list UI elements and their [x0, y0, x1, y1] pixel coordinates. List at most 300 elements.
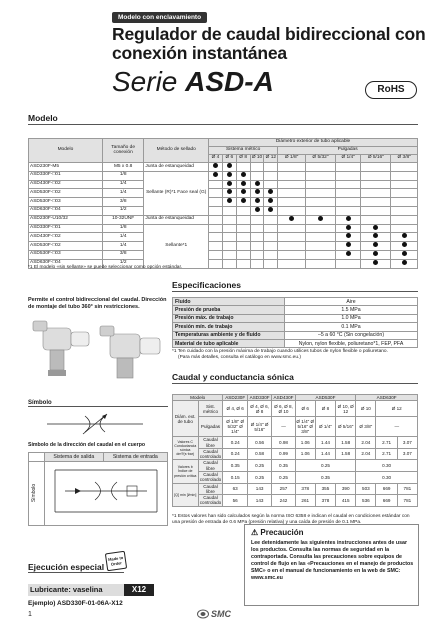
compat-cell — [391, 171, 418, 180]
c-ctrl-val: 0.24 — [223, 448, 247, 460]
model-footnote: *1 El modelo «sin sellante» se puede seleccionar como opción estándar. — [28, 265, 183, 270]
inch-val: Ø 1/8" Ø 5/32" Ø 1/4" — [223, 417, 247, 437]
compat-cell — [222, 198, 236, 207]
group-c: Valores C Conductancia sónica dm³/(s·bar) — [173, 437, 199, 460]
compat-cell — [236, 180, 250, 189]
precaution-text: Lee detenidamente las siguientes instrucciones antes de usar los productos. Consulta las normas de seguridad en la contraportada. Consulta las precauciones sobre equipos de control de flujo en las «Precauciones en el manejo de productos SMC» o en el manual de funcionamiento en la web de SMC: www.smc.eu — [251, 540, 414, 581]
compat-cell — [361, 233, 391, 242]
model-code: ASD530F-□02 — [29, 189, 103, 198]
compat-cell — [264, 233, 278, 242]
b-ctrl-val: 0.15 — [223, 471, 247, 483]
c-free-val: 2.04 — [356, 437, 376, 449]
compat-cell — [361, 259, 391, 268]
q-free-val: 781 — [397, 483, 417, 495]
inch-val: — — [272, 417, 295, 437]
compat-cell — [264, 250, 278, 259]
compat-cell — [222, 163, 236, 172]
model-row — [29, 233, 418, 242]
metric-size: Ø 8 — [236, 155, 250, 163]
compat-dot — [268, 198, 273, 203]
group-b: Valores b Índice de presión crítica — [173, 460, 199, 483]
spec-label: Presión mín. de trabajo — [173, 323, 285, 331]
compat-cell — [305, 250, 335, 259]
b-ctrl-val: 0.25 — [247, 471, 271, 483]
group-q: [Q] min [l/min] — [173, 483, 199, 506]
flow-note: *1 Estos valores han sido calculados según la norma ISO 6358 e indican el caudal en condiciones estándar con una presión de entrada de 0.6 MPa (presión relativa) y una caída de presión de 0.1 MPa. — [172, 514, 410, 525]
model-row — [29, 189, 418, 198]
compat-cell — [250, 215, 264, 224]
compat-cell — [335, 198, 360, 207]
compat-cell — [209, 215, 223, 224]
compat-cell — [361, 171, 391, 180]
series-word: Serie — [112, 66, 178, 97]
compat-cell — [264, 215, 278, 224]
compat-dot — [318, 216, 323, 221]
conn-size: M5 x 0.8 — [102, 163, 144, 172]
compat-cell — [305, 242, 335, 251]
symbol-heading-text: Símbolo — [28, 400, 52, 406]
q-ctrl-val: 242 — [272, 495, 295, 507]
model-code: ASD530F-□03 — [29, 250, 103, 259]
compat-dot — [227, 163, 232, 168]
compat-cell — [391, 233, 418, 242]
conn-size: 3/8 — [102, 250, 144, 259]
conn-size: 1/4 — [102, 180, 144, 189]
symbol-vertical-label: Símbolo — [31, 483, 38, 503]
compat-cell — [236, 250, 250, 259]
c-free-label: Caudal libre — [198, 437, 223, 449]
compat-cell — [391, 250, 418, 259]
conn-size: 10-32UNF — [102, 215, 144, 224]
compat-cell — [222, 206, 236, 215]
compat-cell — [250, 163, 264, 172]
smc-logo-mark-icon — [197, 609, 209, 619]
spec-value: 1.0 MPa — [285, 314, 418, 322]
q-free-val: 390 — [336, 483, 356, 495]
flow-section-heading — [172, 372, 418, 384]
compat-cell — [222, 233, 236, 242]
c-free-val: 0.24 — [223, 437, 247, 449]
metric-size: Ø 10 — [250, 155, 264, 163]
inch-size: Ø 5/32" — [305, 155, 335, 163]
c-ctrl-label: Caudal controlado — [199, 448, 222, 460]
compat-dot — [268, 207, 273, 212]
compat-cell — [361, 250, 391, 259]
c-free-val: 2.71 — [376, 437, 397, 449]
conn-size: 1/4 — [102, 233, 144, 242]
inch-size: Ø 1/8" — [278, 155, 306, 163]
precaution-heading-text: Precaución — [260, 528, 304, 537]
inch-val: Ø 1/4" — [315, 417, 335, 437]
compat-dot — [255, 181, 260, 186]
flow-model: ASD530F — [295, 395, 356, 401]
flow-model: ASD230F — [223, 395, 247, 401]
compat-cell — [250, 250, 264, 259]
compat-cell — [391, 198, 418, 207]
q-ctrl-val: 56 — [223, 495, 247, 507]
compat-dot — [373, 225, 378, 230]
compat-cell — [209, 250, 223, 259]
compat-cell — [222, 259, 236, 268]
model-heading-text: Modelo — [28, 113, 58, 123]
q-free-label: Caudal libre — [198, 483, 223, 495]
product-photo — [28, 316, 168, 390]
model-code: ASD630F-□04 — [29, 259, 103, 268]
symbol-dir-caption: Símbolo de la dirección del caudal en el cuerpo — [28, 442, 146, 448]
compat-cell — [222, 180, 236, 189]
flow-row-inch: Pulgadas — [198, 417, 223, 437]
model-code: ASD530F-□02 — [29, 242, 103, 251]
rohs-logo: RoHS — [365, 81, 417, 99]
compat-cell — [335, 163, 360, 172]
metric-val: Ø 4, Ø 6, Ø 8 — [247, 401, 271, 417]
q-ctrl-val: 669 — [376, 495, 397, 507]
compat-cell — [335, 215, 360, 224]
model-table — [28, 138, 418, 269]
compat-cell — [236, 198, 250, 207]
model-row — [29, 206, 418, 215]
model-code: ASD630F-□04 — [29, 206, 103, 215]
c-ctrl-val: 2.04 — [356, 448, 376, 460]
compat-dot — [373, 233, 378, 238]
compat-cell — [236, 163, 250, 172]
metric-size: Ø 6 — [222, 155, 236, 163]
metric-val: Ø 10, Ø 12 — [336, 401, 356, 417]
conn-size: 1/2 — [102, 259, 144, 268]
compat-cell — [236, 233, 250, 242]
compat-cell — [209, 259, 223, 268]
compat-cell — [236, 215, 250, 224]
inch-val: Ø 1/4" Ø 5/16" Ø 3/8" — [295, 417, 315, 437]
c-ctrl-val: 0.58 — [247, 448, 271, 460]
compat-cell — [236, 259, 250, 268]
compat-cell — [209, 163, 223, 172]
compat-dot — [227, 172, 232, 177]
compat-cell — [209, 198, 223, 207]
compat-cell — [335, 180, 360, 189]
compat-cell — [222, 224, 236, 233]
compat-cell — [250, 259, 264, 268]
compat-dot — [227, 189, 232, 194]
col-method: Método de sellado — [144, 139, 209, 163]
compat-cell — [278, 242, 306, 251]
compat-cell — [250, 180, 264, 189]
b-ctrl-label: Caudal controlado — [199, 471, 222, 483]
b-free-val: 0.25 — [295, 460, 356, 472]
metric-val: Ø 12 — [376, 401, 418, 417]
enclavamiento-badge: Modelo con enclavamiento — [112, 12, 207, 23]
q-free-val: 503 — [356, 483, 376, 495]
b-free-val: 0.30 — [356, 460, 418, 472]
spec-note-1: *1 Ten cuidado con la presión máxima de trabajo cuando utilices tubos de nylon flexible o poliuretano. — [172, 349, 388, 354]
compat-cell — [361, 215, 391, 224]
compat-cell — [222, 250, 236, 259]
compat-cell — [305, 206, 335, 215]
spec-row — [173, 323, 418, 331]
compat-cell — [278, 259, 306, 268]
compat-cell — [250, 206, 264, 215]
compat-cell — [361, 189, 391, 198]
seal-gasket: Junta de estanqueidad — [144, 215, 209, 224]
compat-dot — [241, 181, 246, 186]
q-ctrl-label: Caudal controlado — [199, 495, 222, 506]
compat-cell — [209, 189, 223, 198]
direction-table — [28, 452, 168, 526]
lubricant-label: Lubricante: vaselina — [28, 584, 124, 596]
compat-cell — [305, 163, 335, 172]
q-ctrl-val: 378 — [315, 495, 335, 507]
spec-row — [173, 298, 418, 306]
compat-dot — [373, 251, 378, 256]
compat-cell — [391, 242, 418, 251]
flow-col-model: Modelo — [173, 395, 223, 401]
compat-cell — [209, 224, 223, 233]
compat-dot — [346, 225, 351, 230]
inch-val: Ø 5/16" — [336, 417, 356, 437]
model-code: ASD230F-M5 — [29, 163, 103, 172]
conn-size: 1/8 — [102, 224, 144, 233]
compat-cell — [236, 189, 250, 198]
seal-npt: Sellante*1 — [144, 224, 209, 268]
compat-cell — [335, 171, 360, 180]
compat-cell — [236, 171, 250, 180]
conn-size: 1/8 — [102, 171, 144, 180]
compat-cell — [335, 259, 360, 268]
compat-cell — [391, 259, 418, 268]
flow-model: ASD330F — [247, 395, 271, 401]
product-caption: Permite el control bidireccional del caudal. Dirección de montaje del tubo 360° sin restricciones. — [28, 297, 167, 310]
c-ctrl-val: 3.07 — [397, 448, 417, 460]
inch-size: Ø 1/4" — [335, 155, 360, 163]
flow-model: ASD630F — [356, 395, 418, 401]
compat-cell — [278, 224, 306, 233]
compat-cell — [250, 198, 264, 207]
smc-logo-text: SMC — [211, 609, 231, 619]
compat-cell — [236, 224, 250, 233]
c-ctrl-val: 2.71 — [376, 448, 397, 460]
compat-cell — [278, 163, 306, 172]
compat-dot — [255, 207, 260, 212]
compat-cell — [335, 242, 360, 251]
spec-label: Fluido — [173, 298, 285, 306]
spec-value: Aire — [285, 298, 418, 306]
smc-logo — [197, 609, 231, 619]
compat-cell — [305, 259, 335, 268]
compat-cell — [391, 206, 418, 215]
model-code: ASD530F-□03 — [29, 198, 103, 207]
compat-cell — [335, 233, 360, 242]
title-line-2: conexión instantánea — [112, 43, 287, 63]
q-ctrl-val: 781 — [397, 495, 417, 507]
series-code: ASD-A — [185, 66, 274, 97]
flow-table — [172, 394, 418, 507]
spec-label: Presión máx. de trabajo — [173, 314, 285, 322]
compat-cell — [335, 206, 360, 215]
compat-cell — [209, 242, 223, 251]
model-code: ASD330F-□01 — [29, 224, 103, 233]
spec-value: 0.1 MPa — [285, 323, 418, 331]
model-code: ASD230F-U10/32 — [29, 215, 103, 224]
side-in-label: Sistema de entrada — [103, 453, 167, 462]
compat-cell — [264, 163, 278, 172]
spec-section-heading — [172, 280, 418, 292]
model-row — [29, 215, 418, 224]
series-title — [112, 67, 274, 97]
compat-dot — [227, 198, 232, 203]
flow-heading-text: Caudal y conductancia sónica — [172, 372, 294, 382]
compat-cell — [250, 242, 264, 251]
precaution-box — [244, 524, 419, 606]
c-free-val: 1.06 — [295, 437, 315, 449]
compat-cell — [305, 180, 335, 189]
compat-cell — [391, 163, 418, 172]
compat-dot — [241, 198, 246, 203]
q-ctrl-val: 143 — [247, 495, 271, 507]
side-out-label: Sistema de salida — [45, 453, 104, 462]
conn-size: 1/4 — [102, 242, 144, 251]
special-heading-text: Ejecución especial — [28, 562, 105, 572]
spec-row — [173, 339, 418, 347]
fitting-right — [100, 326, 160, 378]
inch-size: Ø 5/16" — [361, 155, 391, 163]
conn-size: 1/4 — [102, 189, 144, 198]
flow-row-metric: Sist. métrico — [198, 401, 223, 417]
seal-gasket: Junta de estanqueidad — [144, 163, 209, 172]
compat-cell — [209, 206, 223, 215]
metric-val: Ø 4, Ø 6 — [223, 401, 247, 417]
direction-symbol — [45, 462, 167, 520]
c-free-val: 3.07 — [397, 437, 417, 449]
spec-label: Temperaturas ambiente y de fluido — [173, 331, 285, 339]
model-code: ASD330F-□01 — [29, 171, 103, 180]
model-row — [29, 180, 418, 189]
compat-cell — [361, 180, 391, 189]
q-free-val: 257 — [272, 483, 295, 495]
precaution-heading — [251, 528, 304, 537]
compat-cell — [278, 215, 306, 224]
metric-val: Ø 8 — [315, 401, 335, 417]
fitting-left — [33, 321, 89, 376]
compat-cell — [250, 189, 264, 198]
compat-cell — [264, 198, 278, 207]
compat-dot — [213, 163, 218, 168]
q-ctrl-val: 261 — [295, 495, 315, 507]
spec-rows — [173, 298, 418, 348]
compat-cell — [305, 233, 335, 242]
spec-row — [173, 314, 418, 322]
special-example: Ejemplo) ASD330F-01-06A-X12 — [28, 600, 123, 607]
inch-val: Ø 3/8" — [356, 417, 376, 437]
b-free-label: Caudal libre — [198, 460, 223, 472]
c-free-val: 1.44 — [315, 437, 335, 449]
compat-dot — [373, 260, 378, 265]
metric-size: Ø 12 — [264, 155, 278, 163]
c-free-val: 0.98 — [272, 437, 295, 449]
spec-row — [173, 306, 418, 314]
spec-label: Material de tubo aplicable — [173, 339, 285, 347]
compat-cell — [222, 171, 236, 180]
compat-cell — [335, 189, 360, 198]
compat-dot — [289, 216, 294, 221]
col-model: Modelo — [29, 139, 103, 163]
warning-icon: ⚠ — [251, 528, 259, 537]
b-free-val: 0.35 — [223, 460, 247, 472]
q-ctrl-val: 536 — [356, 495, 376, 507]
compat-cell — [278, 250, 306, 259]
compat-cell — [264, 259, 278, 268]
inch-val: Ø 1/4" Ø 5/16" — [247, 417, 271, 437]
c-free-val: 0.56 — [247, 437, 271, 449]
compat-dot — [346, 242, 351, 247]
spec-row — [173, 331, 418, 339]
compat-cell — [250, 233, 264, 242]
compat-cell — [361, 163, 391, 172]
spec-label: Presión de prueba — [173, 306, 285, 314]
compat-cell — [264, 242, 278, 251]
compat-cell — [361, 198, 391, 207]
compat-cell — [361, 242, 391, 251]
col-metric: Sistema métrico — [209, 147, 278, 155]
q-free-val: 355 — [315, 483, 335, 495]
compat-cell — [278, 206, 306, 215]
x12-code: X12 — [124, 584, 154, 596]
made-to-order-icon: Made to Order — [105, 551, 127, 572]
compat-cell — [278, 171, 306, 180]
compat-dot — [346, 216, 351, 221]
compat-cell — [236, 242, 250, 251]
model-row — [29, 224, 418, 233]
compat-cell — [278, 180, 306, 189]
c-free-val: 1.58 — [336, 437, 356, 449]
model-row — [29, 242, 418, 251]
compat-cell — [391, 215, 418, 224]
model-row — [29, 250, 418, 259]
compat-cell — [250, 171, 264, 180]
model-code: ASD430F-□02 — [29, 180, 103, 189]
c-ctrl-val: 0.99 — [272, 448, 295, 460]
compat-cell — [305, 171, 335, 180]
b-ctrl-val: 0.35 — [295, 471, 356, 483]
compat-cell — [278, 233, 306, 242]
compat-dot — [402, 242, 407, 247]
compat-dot — [227, 181, 232, 186]
compat-dot — [241, 172, 246, 177]
metric-val: Ø 6, Ø 8, Ø 10 — [272, 401, 295, 417]
spec-heading-text: Especificaciones — [172, 280, 241, 290]
compat-dot — [346, 251, 351, 256]
compat-cell — [305, 215, 335, 224]
compat-cell — [391, 189, 418, 198]
compat-cell — [209, 180, 223, 189]
model-rows — [29, 163, 418, 269]
compat-cell — [222, 242, 236, 251]
spec-note-2: (Para más detalles, consulta el catálogo en www.smc.eu.) — [178, 355, 301, 360]
flow-row-tube: Diám. ext. de tubo — [173, 401, 199, 437]
compat-dot — [268, 189, 273, 194]
page-title — [112, 25, 432, 63]
col-tube: Diámetro exterior de tubo aplicable — [209, 139, 418, 147]
q-free-val: 669 — [376, 483, 397, 495]
compat-cell — [278, 198, 306, 207]
spec-value: Nylon, nylon flexible, poliuretano*1, FEP, PFA — [285, 339, 418, 347]
compat-cell — [391, 224, 418, 233]
compat-cell — [264, 206, 278, 215]
metric-val: Ø 10 — [356, 401, 376, 417]
q-ctrl-val: 415 — [336, 495, 356, 507]
col-conn: Tamaño de conexión — [102, 139, 144, 163]
flow-model: ASD430F — [273, 395, 294, 400]
compat-cell — [264, 189, 278, 198]
